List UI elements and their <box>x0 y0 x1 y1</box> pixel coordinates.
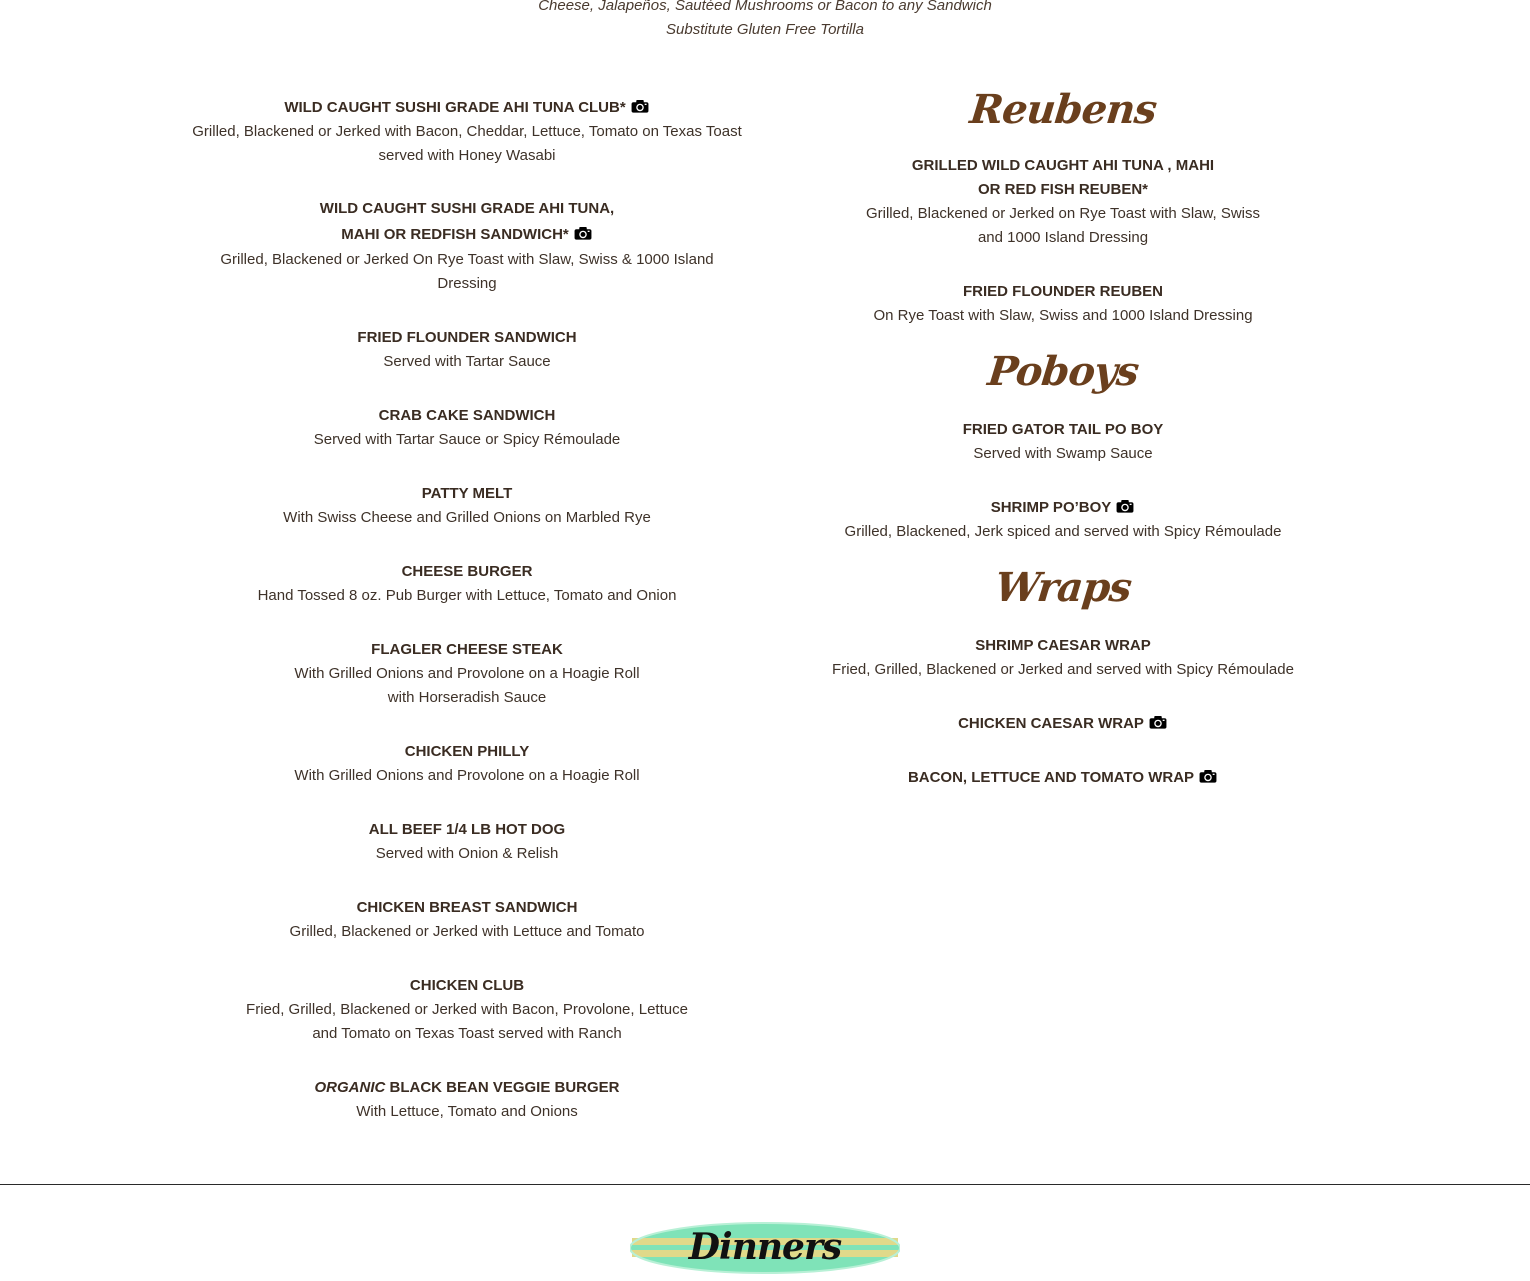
poboys-heading: Poboys <box>985 348 1141 395</box>
item-description: With Grilled Onions and Provolone on a Hoagie Roll <box>294 665 640 682</box>
menu-item <box>192 96 742 168</box>
item-name-line2: MAHI OR REDFISH SANDWICH* <box>341 226 569 243</box>
item-description: Grilled, Blackened, Jerk spiced and served with Spicy Rémoulade <box>844 523 1282 540</box>
camera-icon[interactable] <box>1148 715 1168 730</box>
reubens-heading: Reubens <box>967 86 1159 133</box>
item-name: SHRIMP CAESAR WRAP <box>975 637 1151 654</box>
menu-item <box>800 280 1326 328</box>
item-name: FRIED GATOR TAIL PO BOY <box>962 421 1164 438</box>
item-name: BACON, LETTUCE AND TOMATO WRAP <box>907 769 1195 786</box>
item-description: On Rye Toast with Slaw, Swiss and 1000 Island Dressing <box>873 307 1253 324</box>
menu-item <box>192 196 742 296</box>
item-name: ALL BEEF 1/4 LB HOT DOG <box>368 821 566 838</box>
camera-icon[interactable] <box>573 226 593 241</box>
menu-item <box>800 418 1326 466</box>
item-name: GRILLED WILD CAUGHT AHI TUNA , MAHI <box>911 157 1215 174</box>
item-name: WILD CAUGHT SUSHI GRADE AHI TUNA CLUB* <box>284 99 626 116</box>
sandwiches-column <box>192 96 742 1154</box>
item-description: Served with Onion & Relish <box>375 845 559 862</box>
menu-item <box>192 560 742 608</box>
item-name: CHICKEN CAESAR WRAP <box>958 715 1144 732</box>
item-description: Grilled, Blackened or Jerked on Rye Toast with Slaw, Swiss and 1000 Island Dressing <box>865 205 1261 246</box>
item-description: Grilled, Blackened or Jerked with Bacon, Cheddar, Lettuce, Tomato on Texas Toast served with Honey Wasabi <box>192 123 742 164</box>
menu-item <box>192 638 742 710</box>
camera-icon[interactable] <box>630 99 650 114</box>
menu-item <box>800 766 1326 790</box>
dinners-heading: Dinners <box>688 1226 842 1268</box>
item-description: With Lettuce, Tomato and Onions <box>356 1103 578 1120</box>
item-description: Grilled, Blackened or Jerked On Rye Toast with Slaw, Swiss & 1000 Island Dressing <box>220 251 714 292</box>
menu-item <box>800 634 1326 682</box>
item-name: PATTY MELT <box>421 485 513 502</box>
item-name: CHICKEN BREAST SANDWICH <box>356 899 578 916</box>
item-name: FRIED FLOUNDER REUBEN <box>962 283 1163 300</box>
item-name: CHICKEN PHILLY <box>404 743 530 760</box>
camera-icon[interactable] <box>1198 769 1218 784</box>
menu-item <box>192 896 742 944</box>
menu-item <box>192 818 742 866</box>
menu-item <box>192 974 742 1046</box>
item-description: Hand Tossed 8 oz. Pub Burger with Lettuce, Tomato and Onion <box>257 587 677 604</box>
item-description: With Swiss Cheese and Grilled Onions on Marbled Rye <box>283 509 651 526</box>
item-name: BLACK BEAN VEGGIE BURGER <box>385 1079 620 1096</box>
item-name: CRAB CAKE SANDWICH <box>378 407 556 424</box>
reubens-poboys-wraps-column <box>800 86 1326 820</box>
menu-item <box>800 154 1326 250</box>
item-description: Fried, Grilled, Blackened or Jerked and served with Spicy Rémoulade <box>832 661 1294 678</box>
menu-item <box>800 496 1326 544</box>
item-name: CHEESE BURGER <box>401 563 533 580</box>
item-name: FLAGLER CHEESE STEAK <box>371 641 563 658</box>
item-description: Fried, Grilled, Blackened or Jerked with Bacon, Provolone, Lettuce and Tomato on Texas Toast served with Ranch <box>246 1001 688 1042</box>
gluten-free-note: Substitute Gluten Free Tortilla <box>666 21 864 38</box>
menu-item <box>800 712 1326 736</box>
item-name-line2: OR RED FISH REUBEN* <box>977 181 1149 198</box>
item-name: WILD CAUGHT SUSHI GRADE AHI TUNA, <box>319 200 615 217</box>
item-description: Served with Swamp Sauce <box>973 445 1153 462</box>
item-description-line2: with Horseradish Sauce <box>387 689 547 706</box>
item-description: Served with Tartar Sauce or Spicy Rémoulade <box>313 431 621 448</box>
menu-item <box>192 740 742 788</box>
item-description: Grilled, Blackened or Jerked with Lettuce and Tomato <box>289 923 645 940</box>
item-name: SHRIMP PO’BOY <box>990 499 1112 516</box>
camera-icon[interactable] <box>1115 499 1135 514</box>
menu-item <box>192 482 742 530</box>
item-description: Served with Tartar Sauce <box>383 353 551 370</box>
item-name: CHICKEN CLUB <box>409 977 525 994</box>
wraps-heading: Wraps <box>992 564 1134 611</box>
item-description: With Grilled Onions and Provolone on a Hoagie Roll <box>294 767 640 784</box>
dinners-section-badge[interactable] <box>630 1222 900 1276</box>
section-divider <box>0 1184 1530 1185</box>
menu-item <box>192 326 742 374</box>
menu-item <box>192 1076 742 1124</box>
item-name: FRIED FLOUNDER SANDWICH <box>357 329 577 346</box>
menu-notes <box>0 0 1530 42</box>
organic-label: ORGANIC <box>314 1079 386 1096</box>
add-ons-note: Cheese, Jalapeños, Sautéed Mushrooms or Bacon to any Sandwich <box>538 0 992 14</box>
menu-item <box>192 404 742 452</box>
